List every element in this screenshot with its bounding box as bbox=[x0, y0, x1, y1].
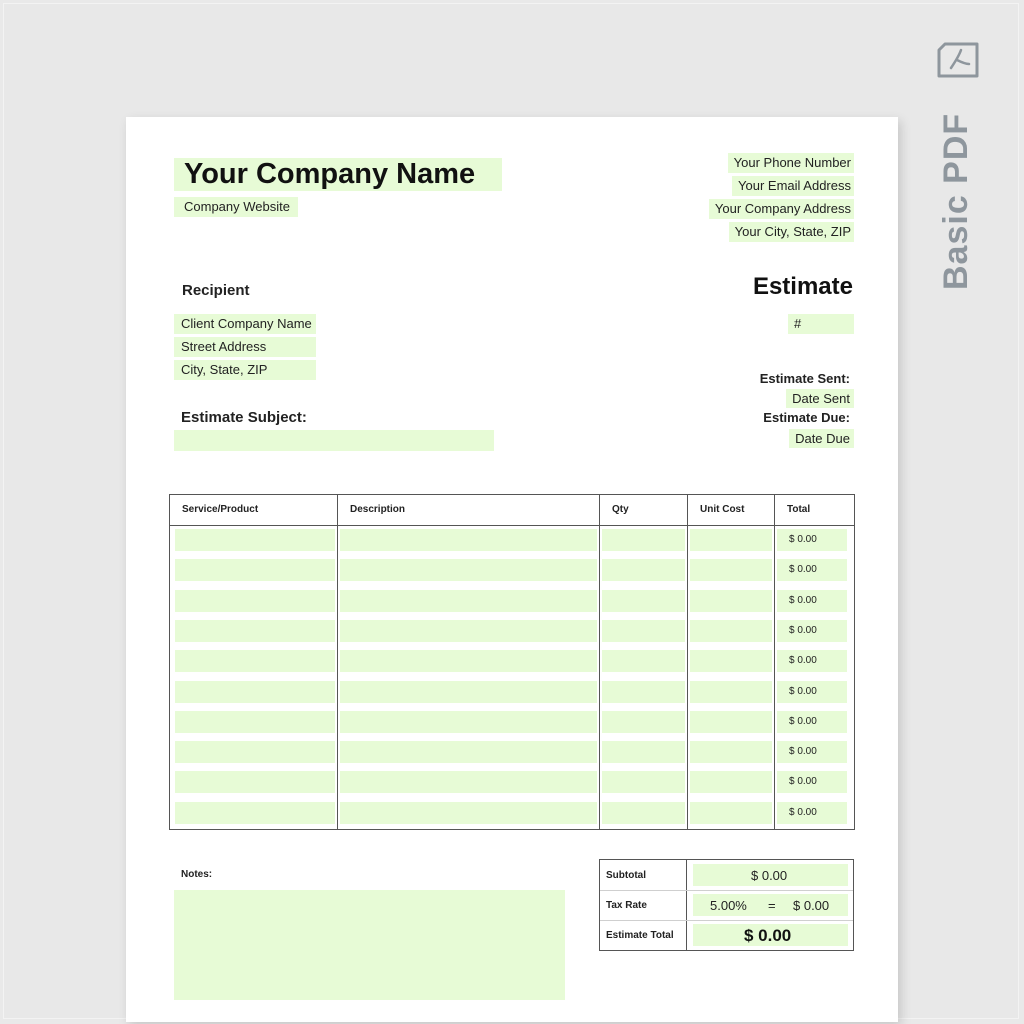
header-total: Total bbox=[787, 504, 811, 515]
item-cell[interactable] bbox=[602, 620, 685, 642]
pdf-file-icon bbox=[937, 42, 979, 78]
item-cell[interactable] bbox=[602, 650, 685, 672]
header-qty: Qty bbox=[612, 504, 629, 515]
item-cell[interactable] bbox=[690, 559, 772, 581]
tax-amount-value: $ 0.00 bbox=[793, 898, 830, 913]
estimate-subject-field[interactable] bbox=[174, 430, 494, 451]
item-cell[interactable] bbox=[175, 620, 335, 642]
item-cell[interactable] bbox=[602, 771, 685, 793]
street-address-field[interactable]: Street Address bbox=[174, 337, 316, 357]
row-total-value: $ 0.00 bbox=[777, 590, 847, 612]
subtotal-value: $ 0.00 bbox=[751, 868, 788, 883]
estimate-total-label: Estimate Total bbox=[606, 930, 674, 941]
column-divider bbox=[774, 495, 775, 829]
summary-table bbox=[599, 859, 854, 951]
item-cell[interactable] bbox=[602, 711, 685, 733]
recipient-heading: Recipient bbox=[182, 282, 250, 299]
estimate-total-value: $ 0.00 bbox=[744, 926, 792, 945]
item-cell[interactable] bbox=[340, 590, 597, 612]
column-divider bbox=[599, 495, 600, 829]
estimate-document bbox=[126, 117, 898, 1022]
item-cell[interactable] bbox=[602, 590, 685, 612]
company-website-field[interactable]: Company Website bbox=[174, 197, 298, 217]
item-cell[interactable] bbox=[175, 559, 335, 581]
date-sent-field[interactable]: Date Sent bbox=[786, 389, 854, 408]
item-cell[interactable] bbox=[340, 620, 597, 642]
notes-label: Notes: bbox=[181, 869, 213, 880]
item-cell[interactable] bbox=[340, 559, 597, 581]
item-cell[interactable] bbox=[602, 741, 685, 763]
summary-divider bbox=[686, 860, 687, 950]
company-name-field[interactable]: Your Company Name bbox=[174, 158, 502, 191]
items-table bbox=[169, 494, 855, 830]
column-divider bbox=[337, 495, 338, 829]
item-cell[interactable] bbox=[175, 771, 335, 793]
item-cell[interactable] bbox=[690, 741, 772, 763]
phone-field[interactable]: Your Phone Number bbox=[728, 153, 854, 173]
column-divider bbox=[687, 495, 688, 829]
estimate-due-label: Estimate Due: bbox=[763, 410, 850, 425]
item-cell[interactable] bbox=[690, 681, 772, 703]
item-cell[interactable] bbox=[340, 711, 597, 733]
item-cell[interactable] bbox=[340, 741, 597, 763]
date-due-field[interactable]: Date Due bbox=[789, 429, 854, 448]
item-cell[interactable] bbox=[175, 741, 335, 763]
row-total-value: $ 0.00 bbox=[777, 681, 847, 703]
estimate-number-field[interactable]: # bbox=[788, 314, 854, 334]
row-total-value: $ 0.00 bbox=[777, 620, 847, 642]
email-field[interactable]: Your Email Address bbox=[732, 176, 854, 196]
items-table-header bbox=[170, 495, 854, 526]
item-cell[interactable] bbox=[340, 771, 597, 793]
item-cell[interactable] bbox=[602, 681, 685, 703]
subtotal-label: Subtotal bbox=[606, 870, 646, 881]
tax-rate-label: Tax Rate bbox=[606, 900, 647, 911]
row-total-value: $ 0.00 bbox=[777, 711, 847, 733]
row-total-value: $ 0.00 bbox=[777, 802, 847, 824]
estimate-sent-label: Estimate Sent: bbox=[759, 371, 850, 386]
company-city-field[interactable]: Your City, State, ZIP bbox=[729, 222, 854, 242]
item-cell[interactable] bbox=[690, 590, 772, 612]
item-cell[interactable] bbox=[690, 620, 772, 642]
item-cell[interactable] bbox=[690, 802, 772, 824]
tax-rate-value: 5.00% bbox=[710, 898, 747, 913]
item-cell[interactable] bbox=[340, 681, 597, 703]
notes-field[interactable] bbox=[174, 890, 565, 1000]
item-cell[interactable] bbox=[175, 711, 335, 733]
item-cell[interactable] bbox=[602, 802, 685, 824]
header-unit-cost: Unit Cost bbox=[700, 504, 745, 515]
summary-row-divider bbox=[600, 920, 853, 921]
item-cell[interactable] bbox=[175, 529, 335, 551]
item-cell[interactable] bbox=[340, 650, 597, 672]
estimate-subject-label: Estimate Subject: bbox=[181, 409, 307, 426]
item-cell[interactable] bbox=[690, 711, 772, 733]
company-address-field[interactable]: Your Company Address bbox=[709, 199, 854, 219]
item-cell[interactable] bbox=[690, 650, 772, 672]
item-cell[interactable] bbox=[690, 529, 772, 551]
summary-row-divider bbox=[600, 890, 853, 891]
item-cell[interactable] bbox=[340, 802, 597, 824]
item-cell[interactable] bbox=[340, 529, 597, 551]
item-cell[interactable] bbox=[175, 681, 335, 703]
item-cell[interactable] bbox=[602, 529, 685, 551]
row-total-value: $ 0.00 bbox=[777, 741, 847, 763]
row-total-value: $ 0.00 bbox=[777, 650, 847, 672]
row-total-value: $ 0.00 bbox=[777, 529, 847, 551]
client-company-field[interactable]: Client Company Name bbox=[174, 314, 316, 334]
client-city-field[interactable]: City, State, ZIP bbox=[174, 360, 316, 380]
item-cell[interactable] bbox=[690, 771, 772, 793]
item-cell[interactable] bbox=[175, 650, 335, 672]
row-total-value: $ 0.00 bbox=[777, 771, 847, 793]
format-label: Basic PDF bbox=[937, 112, 975, 290]
item-cell[interactable] bbox=[175, 590, 335, 612]
item-cell[interactable] bbox=[175, 802, 335, 824]
estimate-heading: Estimate bbox=[752, 273, 853, 300]
tax-equals-sign: = bbox=[768, 898, 776, 913]
item-cell[interactable] bbox=[602, 559, 685, 581]
header-service: Service/Product bbox=[182, 504, 259, 515]
header-description: Description bbox=[350, 504, 406, 515]
row-total-value: $ 0.00 bbox=[777, 559, 847, 581]
